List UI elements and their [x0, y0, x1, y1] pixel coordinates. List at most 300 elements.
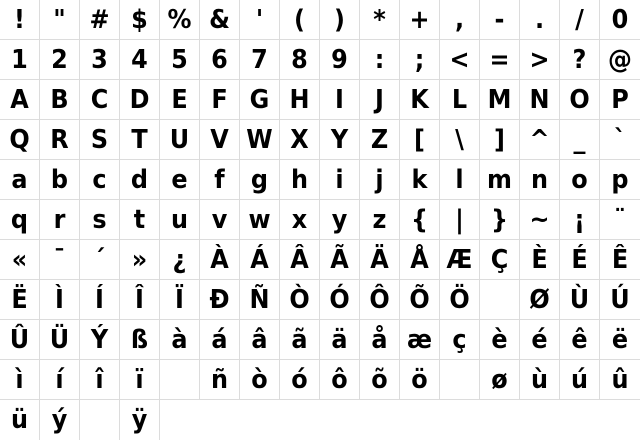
- glyph-char: t: [133, 205, 146, 235]
- glyph-char: l: [455, 165, 464, 195]
- glyph-cell[interactable]: [560, 80, 600, 120]
- glyph-cell[interactable]: [200, 240, 240, 280]
- glyph-cell[interactable]: [400, 160, 440, 200]
- glyph-cell[interactable]: [360, 0, 400, 40]
- glyph-char: å: [371, 325, 388, 355]
- glyph-char: +: [409, 5, 430, 35]
- glyph-cell[interactable]: [360, 320, 400, 360]
- glyph-cell[interactable]: [320, 360, 360, 400]
- glyph-cell[interactable]: [320, 320, 360, 360]
- glyph-cell[interactable]: [320, 200, 360, 240]
- glyph-char: ø: [491, 365, 508, 395]
- glyph-char: Ê: [611, 245, 629, 275]
- glyph-cell[interactable]: [600, 80, 640, 120]
- glyph-cell[interactable]: [400, 80, 440, 120]
- glyph-cell[interactable]: [320, 0, 360, 40]
- glyph-char: D: [129, 85, 150, 115]
- glyph-cell[interactable]: [0, 240, 40, 280]
- glyph-cell[interactable]: [440, 200, 480, 240]
- glyph-cell[interactable]: [280, 360, 320, 400]
- glyph-cell[interactable]: [80, 280, 120, 320]
- glyph-char: ": [53, 5, 66, 35]
- glyph-cell[interactable]: [160, 0, 200, 40]
- glyph-cell[interactable]: [560, 320, 600, 360]
- glyph-char: à: [171, 325, 188, 355]
- glyph-char: W: [246, 125, 273, 155]
- glyph-char: Ü: [49, 325, 70, 355]
- glyph-cell[interactable]: [120, 400, 160, 440]
- glyph-char: 6: [211, 45, 228, 75]
- glyph-cell[interactable]: [440, 280, 480, 320]
- glyph-cell[interactable]: [40, 280, 80, 320]
- glyph-char: ö: [411, 365, 428, 395]
- glyph-char: [482, 280, 518, 320]
- glyph-cell[interactable]: [280, 320, 320, 360]
- glyph-cell[interactable]: [0, 160, 40, 200]
- glyph-char: È: [531, 245, 548, 275]
- glyph-cell[interactable]: [360, 360, 400, 400]
- glyph-char: û: [611, 365, 629, 395]
- glyph-cell[interactable]: [240, 280, 280, 320]
- glyph-cell[interactable]: [200, 120, 240, 160]
- glyph-char: a: [11, 165, 28, 195]
- glyph-cell[interactable]: [400, 0, 440, 40]
- glyph-row: [0, 200, 640, 240]
- glyph-char: C: [90, 85, 109, 115]
- glyph-char: M: [487, 85, 512, 115]
- glyph-cell[interactable]: [440, 0, 480, 40]
- glyph-cell[interactable]: [120, 80, 160, 120]
- glyph-cell[interactable]: [480, 120, 520, 160]
- glyph-cell[interactable]: [80, 360, 120, 400]
- glyph-cell[interactable]: [240, 360, 280, 400]
- glyph-cell[interactable]: [120, 40, 160, 80]
- glyph-cell[interactable]: [120, 120, 160, 160]
- glyph-char: h: [290, 165, 309, 195]
- glyph-char: ù: [530, 365, 549, 395]
- glyph-char: f: [214, 165, 225, 195]
- glyph-char: ý: [51, 405, 68, 435]
- glyph-char: O: [569, 85, 590, 115]
- glyph-char: k: [411, 165, 428, 195]
- glyph-cell[interactable]: [0, 0, 40, 40]
- glyph-char: !: [14, 5, 25, 35]
- glyph-cell[interactable]: [240, 120, 280, 160]
- empty-glyph-cell[interactable]: [80, 400, 120, 440]
- glyph-cell[interactable]: [360, 280, 400, 320]
- glyph-cell[interactable]: [360, 80, 400, 120]
- glyph-cell[interactable]: [560, 200, 600, 240]
- glyph-char: ¨: [614, 205, 626, 235]
- glyph-cell[interactable]: [360, 40, 400, 80]
- glyph-cell[interactable]: [440, 120, 480, 160]
- glyph-cell[interactable]: [160, 240, 200, 280]
- glyph-char: (: [294, 5, 305, 35]
- glyph-char: ë: [611, 325, 629, 355]
- glyph-char: Ý: [90, 325, 109, 355]
- glyph-cell[interactable]: [160, 80, 200, 120]
- glyph-char: <: [449, 45, 470, 75]
- glyph-cell[interactable]: [560, 40, 600, 80]
- glyph-char: Á: [250, 245, 269, 275]
- glyph-char: |: [455, 205, 464, 235]
- glyph-row: [0, 320, 640, 360]
- glyph-cell[interactable]: [320, 120, 360, 160]
- glyph-cell[interactable]: [160, 120, 200, 160]
- glyph-cell[interactable]: [40, 200, 80, 240]
- glyph-cell[interactable]: [160, 320, 200, 360]
- glyph-cell[interactable]: [240, 200, 280, 240]
- glyph-cell[interactable]: [40, 160, 80, 200]
- glyph-cell[interactable]: [600, 0, 640, 40]
- glyph-cell[interactable]: [280, 120, 320, 160]
- glyph-char: Z: [370, 125, 389, 155]
- glyph-char: 9: [331, 45, 348, 75]
- glyph-char: j: [375, 165, 384, 195]
- glyph-cell[interactable]: [440, 40, 480, 80]
- glyph-cell[interactable]: [600, 240, 640, 280]
- glyph-char: p: [611, 165, 629, 195]
- glyph-cell[interactable]: [360, 120, 400, 160]
- glyph-cell[interactable]: [560, 360, 600, 400]
- glyph-cell[interactable]: [480, 160, 520, 200]
- glyph-char: Ú: [610, 285, 630, 315]
- glyph-cell[interactable]: [320, 280, 360, 320]
- glyph-cell[interactable]: [600, 320, 640, 360]
- glyph-cell[interactable]: [40, 80, 80, 120]
- glyph-cell[interactable]: [80, 40, 120, 80]
- glyph-char: «: [11, 245, 28, 275]
- glyph-cell[interactable]: [520, 0, 560, 40]
- glyph-char: 1: [11, 45, 28, 75]
- glyph-char: U: [169, 125, 190, 155]
- glyph-cell[interactable]: [280, 200, 320, 240]
- glyph-char: v: [211, 205, 228, 235]
- glyph-cell[interactable]: [520, 360, 560, 400]
- glyph-row: [0, 120, 640, 160]
- glyph-cell[interactable]: [80, 240, 120, 280]
- glyph-char: ì: [15, 365, 24, 395]
- glyph-cell[interactable]: [120, 200, 160, 240]
- glyph-cell[interactable]: [240, 160, 280, 200]
- glyph-cell[interactable]: [0, 120, 40, 160]
- glyph-char: J: [375, 85, 384, 115]
- glyph-char: u: [170, 205, 189, 235]
- glyph-char: Ó: [329, 285, 350, 315]
- glyph-char: ,: [454, 5, 465, 35]
- glyph-cell[interactable]: [560, 240, 600, 280]
- glyph-cell[interactable]: [120, 320, 160, 360]
- glyph-cell[interactable]: [520, 80, 560, 120]
- glyph-char: Ö: [449, 285, 470, 315]
- glyph-row: [0, 400, 640, 440]
- glyph-char: ò: [251, 365, 268, 395]
- glyph-cell[interactable]: [80, 200, 120, 240]
- glyph-char: @: [608, 45, 632, 75]
- glyph-char: Ò: [289, 285, 310, 315]
- glyph-cell[interactable]: [600, 280, 640, 320]
- glyph-cell[interactable]: [320, 80, 360, 120]
- glyph-cell[interactable]: [80, 160, 120, 200]
- glyph-cell[interactable]: [480, 40, 520, 80]
- glyph-cell[interactable]: [480, 80, 520, 120]
- glyph-cell[interactable]: [0, 40, 40, 80]
- glyph-cell[interactable]: [80, 0, 120, 40]
- glyph-cell[interactable]: [200, 320, 240, 360]
- glyph-cell[interactable]: [200, 80, 240, 120]
- glyph-cell[interactable]: [600, 160, 640, 200]
- glyph-cell[interactable]: [600, 360, 640, 400]
- glyph-char: ï: [135, 365, 144, 395]
- glyph-cell[interactable]: [440, 320, 480, 360]
- glyph-cell[interactable]: [520, 120, 560, 160]
- glyph-char: [162, 360, 198, 400]
- glyph-char: Æ: [446, 245, 473, 275]
- glyph-char: æ: [406, 325, 433, 355]
- glyph-char: ß: [130, 325, 149, 355]
- glyph-char: î: [95, 365, 104, 395]
- glyph-cell[interactable]: [200, 280, 240, 320]
- glyph-char: z: [372, 205, 387, 235]
- glyph-cell[interactable]: [200, 160, 240, 200]
- glyph-cell[interactable]: [400, 40, 440, 80]
- glyph-row: [0, 360, 640, 400]
- glyph-cell[interactable]: [560, 160, 600, 200]
- glyph-char: [82, 400, 118, 440]
- glyph-char: L: [451, 85, 468, 115]
- glyph-char: Ç: [490, 245, 509, 275]
- glyph-row: [0, 280, 640, 320]
- glyph-char: w: [248, 205, 271, 235]
- glyph-cell[interactable]: [520, 240, 560, 280]
- glyph-char: B: [50, 85, 69, 115]
- glyph-cell[interactable]: [240, 40, 280, 80]
- glyph-cell[interactable]: [160, 160, 200, 200]
- glyph-cell[interactable]: [240, 0, 280, 40]
- glyph-char: x: [291, 205, 308, 235]
- glyph-char: K: [410, 85, 429, 115]
- glyph-cell[interactable]: [40, 320, 80, 360]
- glyph-char: è: [491, 325, 508, 355]
- glyph-cell[interactable]: [600, 40, 640, 80]
- glyph-char: =: [489, 45, 510, 75]
- glyph-cell[interactable]: [0, 320, 40, 360]
- glyph-char: -: [494, 5, 505, 35]
- glyph-char: ü: [10, 405, 29, 435]
- glyph-cell[interactable]: [80, 320, 120, 360]
- glyph-char: Ï: [175, 285, 184, 315]
- glyph-cell[interactable]: [280, 240, 320, 280]
- glyph-cell[interactable]: [80, 80, 120, 120]
- glyph-cell[interactable]: [120, 160, 160, 200]
- glyph-cell[interactable]: [280, 160, 320, 200]
- glyph-char: ¯: [53, 245, 66, 275]
- glyph-char: S: [90, 125, 109, 155]
- glyph-cell[interactable]: [400, 360, 440, 400]
- glyph-char: 8: [291, 45, 308, 75]
- glyph-cell[interactable]: [360, 200, 400, 240]
- glyph-cell[interactable]: [480, 0, 520, 40]
- glyph-char: Ø: [529, 285, 550, 315]
- glyph-cell[interactable]: [0, 360, 40, 400]
- glyph-char: X: [290, 125, 309, 155]
- glyph-cell[interactable]: [160, 200, 200, 240]
- glyph-char: d: [130, 165, 149, 195]
- glyph-cell[interactable]: [480, 320, 520, 360]
- glyph-char: y: [331, 205, 348, 235]
- glyph-cell[interactable]: [280, 40, 320, 80]
- empty-glyph-cell[interactable]: [160, 360, 200, 400]
- glyph-char: Í: [95, 285, 104, 315]
- glyph-char: ä: [331, 325, 348, 355]
- glyph-char: Ù: [569, 285, 590, 315]
- glyph-cell[interactable]: [440, 240, 480, 280]
- glyph-cell[interactable]: [0, 80, 40, 120]
- glyph-cell[interactable]: [240, 240, 280, 280]
- glyph-cell[interactable]: [240, 80, 280, 120]
- glyph-char: ñ: [210, 365, 229, 395]
- glyph-char: b: [50, 165, 69, 195]
- glyph-cell[interactable]: [280, 0, 320, 40]
- glyph-cell[interactable]: [80, 120, 120, 160]
- glyph-char: }: [490, 205, 509, 235]
- glyph-char: H: [289, 85, 310, 115]
- glyph-char: â: [251, 325, 268, 355]
- glyph-char: g: [250, 165, 269, 195]
- glyph-char: À: [210, 245, 229, 275]
- glyph-cell[interactable]: [40, 400, 80, 440]
- glyph-cell[interactable]: [520, 160, 560, 200]
- glyph-cell[interactable]: [520, 40, 560, 80]
- glyph-cell[interactable]: [320, 40, 360, 80]
- glyph-cell[interactable]: [200, 200, 240, 240]
- glyph-char: R: [50, 125, 69, 155]
- glyph-cell[interactable]: [480, 200, 520, 240]
- glyph-char: /: [575, 5, 584, 35]
- glyph-cell[interactable]: [520, 200, 560, 240]
- glyph-char: Y: [330, 125, 349, 155]
- glyph-cell[interactable]: [40, 40, 80, 80]
- glyph-char: Õ: [409, 285, 430, 315]
- glyph-char: ã: [291, 325, 308, 355]
- empty-glyph-cell[interactable]: [440, 360, 480, 400]
- glyph-cell[interactable]: [200, 360, 240, 400]
- glyph-cell[interactable]: [200, 40, 240, 80]
- glyph-cell[interactable]: [560, 0, 600, 40]
- glyph-row: [0, 80, 640, 120]
- glyph-char: õ: [371, 365, 388, 395]
- glyph-char: *: [373, 5, 386, 35]
- glyph-char: Î: [135, 285, 144, 315]
- glyph-cell[interactable]: [240, 320, 280, 360]
- glyph-cell[interactable]: [400, 120, 440, 160]
- glyph-char: É: [571, 245, 588, 275]
- glyph-cell[interactable]: [200, 0, 240, 40]
- glyph-cell[interactable]: [280, 80, 320, 120]
- glyph-char: {: [410, 205, 429, 235]
- glyph-cell[interactable]: [480, 360, 520, 400]
- glyph-char: [: [414, 125, 425, 155]
- glyph-cell[interactable]: [40, 120, 80, 160]
- glyph-cell[interactable]: [120, 360, 160, 400]
- glyph-cell[interactable]: [320, 160, 360, 200]
- glyph-char: ¡: [574, 205, 585, 235]
- glyph-cell[interactable]: [360, 160, 400, 200]
- glyph-cell[interactable]: [520, 280, 560, 320]
- glyph-char: ^: [529, 125, 550, 155]
- glyph-cell[interactable]: [40, 0, 80, 40]
- glyph-cell[interactable]: [0, 280, 40, 320]
- glyph-cell[interactable]: [440, 160, 480, 200]
- glyph-row: [0, 0, 640, 40]
- glyph-char: i: [335, 165, 344, 195]
- glyph-char: ú: [570, 365, 589, 395]
- glyph-cell[interactable]: [520, 320, 560, 360]
- glyph-char: 5: [171, 45, 188, 75]
- glyph-char: ó: [291, 365, 308, 395]
- glyph-cell[interactable]: [400, 320, 440, 360]
- glyph-cell[interactable]: [600, 200, 640, 240]
- glyph-cell[interactable]: [320, 240, 360, 280]
- glyph-row: [0, 160, 640, 200]
- glyph-cell[interactable]: [480, 240, 520, 280]
- glyph-char: V: [210, 125, 229, 155]
- glyph-char: á: [211, 325, 228, 355]
- glyph-char: G: [249, 85, 270, 115]
- glyph-cell[interactable]: [440, 80, 480, 120]
- glyph-char: .: [534, 5, 545, 35]
- glyph-cell[interactable]: [560, 120, 600, 160]
- glyph-cell[interactable]: [360, 240, 400, 280]
- glyph-cell[interactable]: [40, 240, 80, 280]
- glyph-char: :: [374, 45, 385, 75]
- glyph-cell[interactable]: [400, 200, 440, 240]
- glyph-cell[interactable]: [120, 0, 160, 40]
- glyph-char: F: [211, 85, 228, 115]
- glyph-cell[interactable]: [160, 40, 200, 80]
- glyph-char: ô: [331, 365, 348, 395]
- glyph-row: [0, 240, 640, 280]
- glyph-cell[interactable]: [40, 360, 80, 400]
- glyph-char: 2: [51, 45, 68, 75]
- glyph-char: m: [487, 165, 512, 195]
- glyph-cell[interactable]: [0, 200, 40, 240]
- glyph-char: r: [53, 205, 66, 235]
- glyph-char: ?: [572, 45, 587, 75]
- glyph-char: `: [614, 125, 626, 155]
- glyph-char: ¿: [172, 245, 187, 275]
- glyph-char: N: [529, 85, 550, 115]
- glyph-char: é: [531, 325, 548, 355]
- glyph-cell[interactable]: [280, 280, 320, 320]
- glyph-char: 0: [611, 5, 629, 35]
- glyph-char: »: [131, 245, 148, 275]
- glyph-cell[interactable]: [160, 280, 200, 320]
- glyph-cell[interactable]: [120, 280, 160, 320]
- glyph-char: Ã: [330, 245, 349, 275]
- glyph-char: s: [92, 205, 107, 235]
- glyph-char: 7: [251, 45, 268, 75]
- glyph-cell[interactable]: [120, 240, 160, 280]
- glyph-cell[interactable]: [0, 400, 40, 440]
- glyph-cell[interactable]: [400, 240, 440, 280]
- glyph-cell[interactable]: [600, 120, 640, 160]
- empty-glyph-cell[interactable]: [480, 280, 520, 320]
- glyph-char: ': [255, 5, 264, 35]
- glyph-cell[interactable]: [560, 280, 600, 320]
- glyph-cell[interactable]: [400, 280, 440, 320]
- glyph-char: $: [131, 5, 148, 35]
